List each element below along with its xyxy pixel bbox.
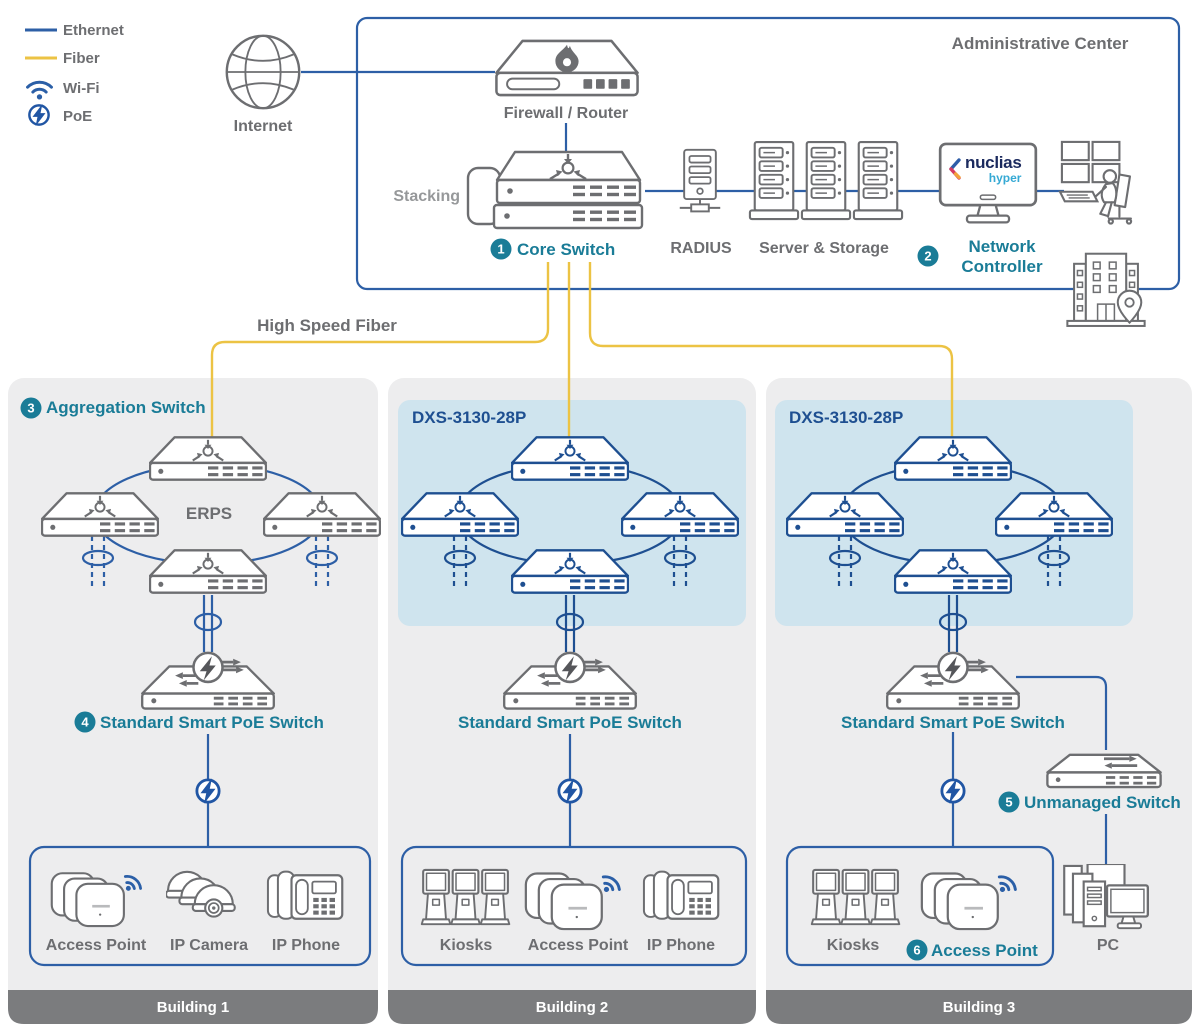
b2-kiosks-icon — [422, 870, 510, 924]
b2-ring-switch-right — [622, 493, 738, 535]
b3-kiosks-label: Kiosks — [826, 937, 880, 954]
b1-poe-switch-badge: 4 — [75, 712, 96, 733]
legend-wifi-label: Wi-Fi — [63, 80, 100, 97]
legend-ethernet-label: Ethernet — [63, 22, 124, 39]
legend-poe-icon — [29, 104, 48, 126]
b3-model-label: DXS-3130-28P — [789, 408, 904, 427]
campus-building-icon — [1067, 254, 1144, 326]
b3-poe-link-icon — [942, 778, 964, 804]
core-switch-badge: 1 — [491, 239, 512, 260]
b3-ring-switch-top — [895, 437, 1011, 479]
b1-erps-label: ERPS — [185, 504, 233, 523]
server-icon-2 — [802, 142, 850, 219]
b1-ip-phone-label: IP Phone — [271, 937, 341, 954]
b2-ring-switch-left — [402, 493, 518, 535]
radius-label: RADIUS — [670, 240, 732, 257]
b3-ring-switch-right — [996, 493, 1112, 535]
building2-footer-label: Building 2 — [535, 999, 609, 1016]
b2-poe-switch-label: Standard Smart PoE Switch — [458, 713, 682, 732]
b1-ring-switch-bottom — [150, 550, 266, 592]
admin-center-title: Administrative Center — [951, 34, 1129, 53]
logo-main-text: nuclias — [965, 153, 1022, 172]
b3-access-point-badge: 6 — [907, 940, 928, 961]
b1-ring-switch-left — [42, 493, 158, 535]
b3-kiosks-icon — [812, 870, 900, 924]
network-controller-badge: 2 — [918, 246, 939, 267]
b3-access-point-label: Access Point — [931, 941, 1038, 960]
b2-poe-link-icon — [559, 778, 581, 804]
legend-wifi-icon — [28, 82, 52, 99]
b3-poe-switch-label: Standard Smart PoE Switch — [841, 713, 1065, 732]
building3-footer-label: Building 3 — [942, 999, 1016, 1016]
legend-swatches — [25, 30, 57, 126]
logo-sub-text: hyper — [988, 171, 1022, 185]
building1-footer-label: Building 1 — [156, 999, 230, 1016]
internet-globe-icon — [227, 36, 299, 108]
server-storage-label: Server & Storage — [759, 240, 889, 257]
nuclias-chevron-icon — [947, 157, 962, 181]
b1-poe-link-icon — [197, 778, 219, 804]
b2-kiosks-label: Kiosks — [439, 937, 493, 954]
b1-access-point-label: Access Point — [45, 937, 147, 954]
legend-fiber-label: Fiber — [63, 50, 100, 67]
unmanaged-switch-icon — [1047, 755, 1160, 787]
pc-label: PC — [1096, 937, 1120, 954]
b1-ring-switch-right — [264, 493, 380, 535]
b1-ip-phone-icon — [268, 872, 342, 919]
b2-ring-switch-top — [512, 437, 628, 479]
server-icon-3 — [854, 142, 902, 219]
b1-ip-camera-label: IP Camera — [170, 937, 248, 954]
b2-ip-phone-label: IP Phone — [646, 937, 716, 954]
nuclias-logo — [947, 154, 1033, 184]
core-switch-label: Core Switch — [517, 240, 616, 259]
b3-ring-switch-bottom — [895, 550, 1011, 592]
unmanaged-switch-badge: 5 — [999, 792, 1020, 813]
network-controller-label: Network Controller — [961, 237, 1043, 276]
unmanaged-switch-label: Unmanaged Switch — [1024, 793, 1181, 812]
b2-ip-phone-icon — [644, 872, 718, 919]
internet-label: Internet — [233, 118, 293, 135]
server-icon-1 — [750, 142, 798, 219]
b1-ring-switch-top — [150, 437, 266, 479]
b2-model-label: DXS-3130-28P — [412, 408, 527, 427]
stacking-label: Stacking — [393, 188, 460, 205]
high-speed-fiber-label: High Speed Fiber — [257, 316, 397, 335]
firewall-router-icon — [496, 41, 637, 95]
b2-ring-switch-bottom — [512, 550, 628, 592]
aggregation-switch-label: Aggregation Switch — [46, 398, 206, 417]
aggregation-switch-badge: 3 — [21, 398, 42, 419]
b2-access-point-label: Access Point — [527, 937, 629, 954]
firewall-router-label: Firewall / Router — [503, 105, 629, 122]
legend-poe-label: PoE — [63, 108, 93, 125]
b1-poe-switch-label: Standard Smart PoE Switch — [100, 713, 324, 732]
b3-ring-switch-left — [787, 493, 903, 535]
